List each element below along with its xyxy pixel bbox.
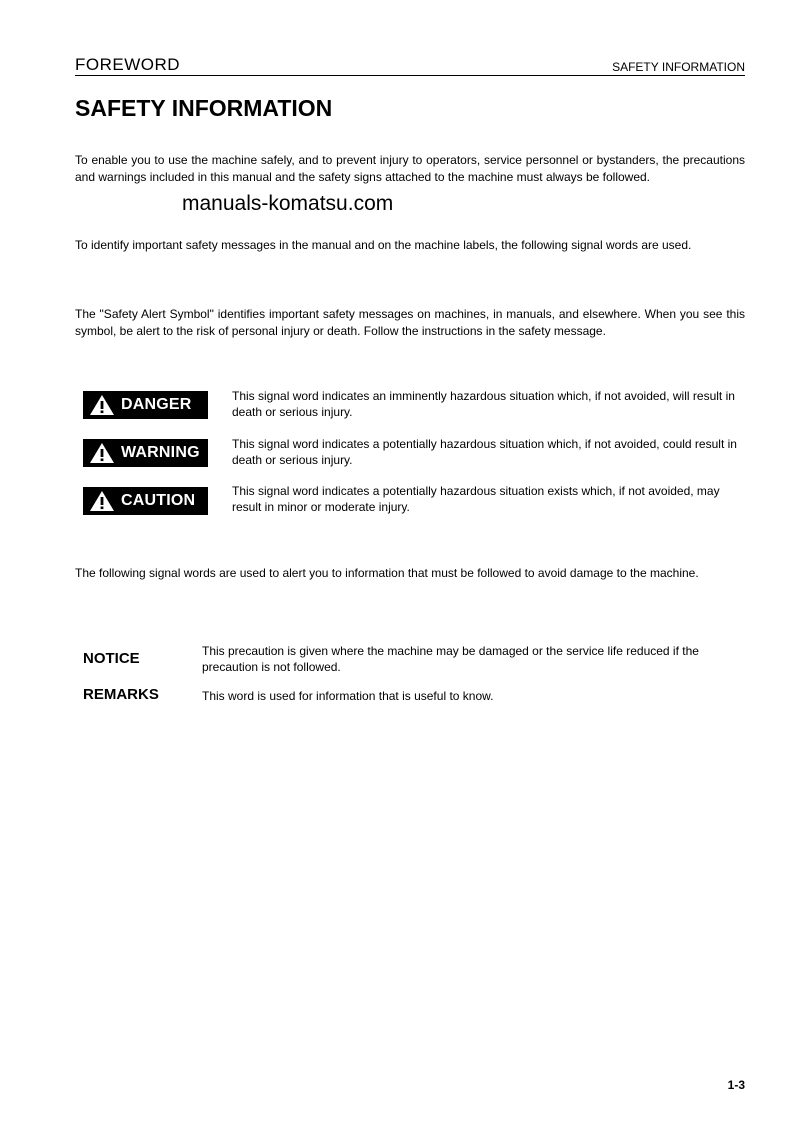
- warning-description: This signal word indicates a potentially hazardous situation which, if not avoided, could result in death or serious injury.: [232, 437, 737, 467]
- notice-label: NOTICE: [83, 650, 140, 667]
- caution-badge: [83, 487, 208, 515]
- warning-triangle-icon: [89, 394, 115, 416]
- remarks-label: REMARKS: [83, 686, 159, 703]
- caution-description: This signal word indicates a potentially hazardous situation exists which, if not avoided, may result in minor or moderate injury.: [232, 484, 720, 514]
- header-divider: [75, 75, 745, 76]
- caution-label: CAUTION: [121, 492, 196, 509]
- danger-badge: [83, 391, 208, 419]
- warning-triangle-icon: [89, 442, 115, 464]
- header-chapter: SAFETY INFORMATION: [612, 60, 745, 74]
- header-section: FOREWORD: [75, 55, 181, 74]
- alert-symbol-paragraph: The "Safety Alert Symbol" identifies important safety messages on machines, in manuals, and elsewhere. When you see this symbol, be alert to the risk of personal injury or death. Follow the instructions in the safety message.: [75, 307, 745, 338]
- page-number: 1-3: [727, 1078, 745, 1092]
- danger-label: DANGER: [121, 396, 192, 413]
- page-title: SAFETY INFORMATION: [75, 95, 333, 121]
- warning-label: WARNING: [121, 444, 200, 461]
- watermark-text: manuals-komatsu.com: [182, 192, 394, 215]
- warning-triangle-icon: [89, 490, 115, 512]
- identify-paragraph: To identify important safety messages in the manual and on the machine labels, the following signal words are used.: [75, 238, 692, 252]
- intro-paragraph: To enable you to use the machine safely, and to prevent injury to operators, service personnel or bystanders, the precautions and warnings included in this manual and the safety signs attached to the machine must always be followed.: [75, 153, 745, 184]
- warning-badge: [83, 439, 208, 467]
- danger-description: This signal word indicates an imminently hazardous situation which, if not avoided, will result in death or serious injury.: [232, 389, 735, 419]
- remarks-description: This word is used for information that is useful to know.: [202, 689, 494, 703]
- notice-description: This precaution is given where the machine may be damaged or the service life reduced if the precaution is not followed.: [202, 644, 699, 674]
- damage-paragraph: The following signal words are used to alert you to information that must be followed to avoid damage to the machine.: [75, 566, 699, 580]
